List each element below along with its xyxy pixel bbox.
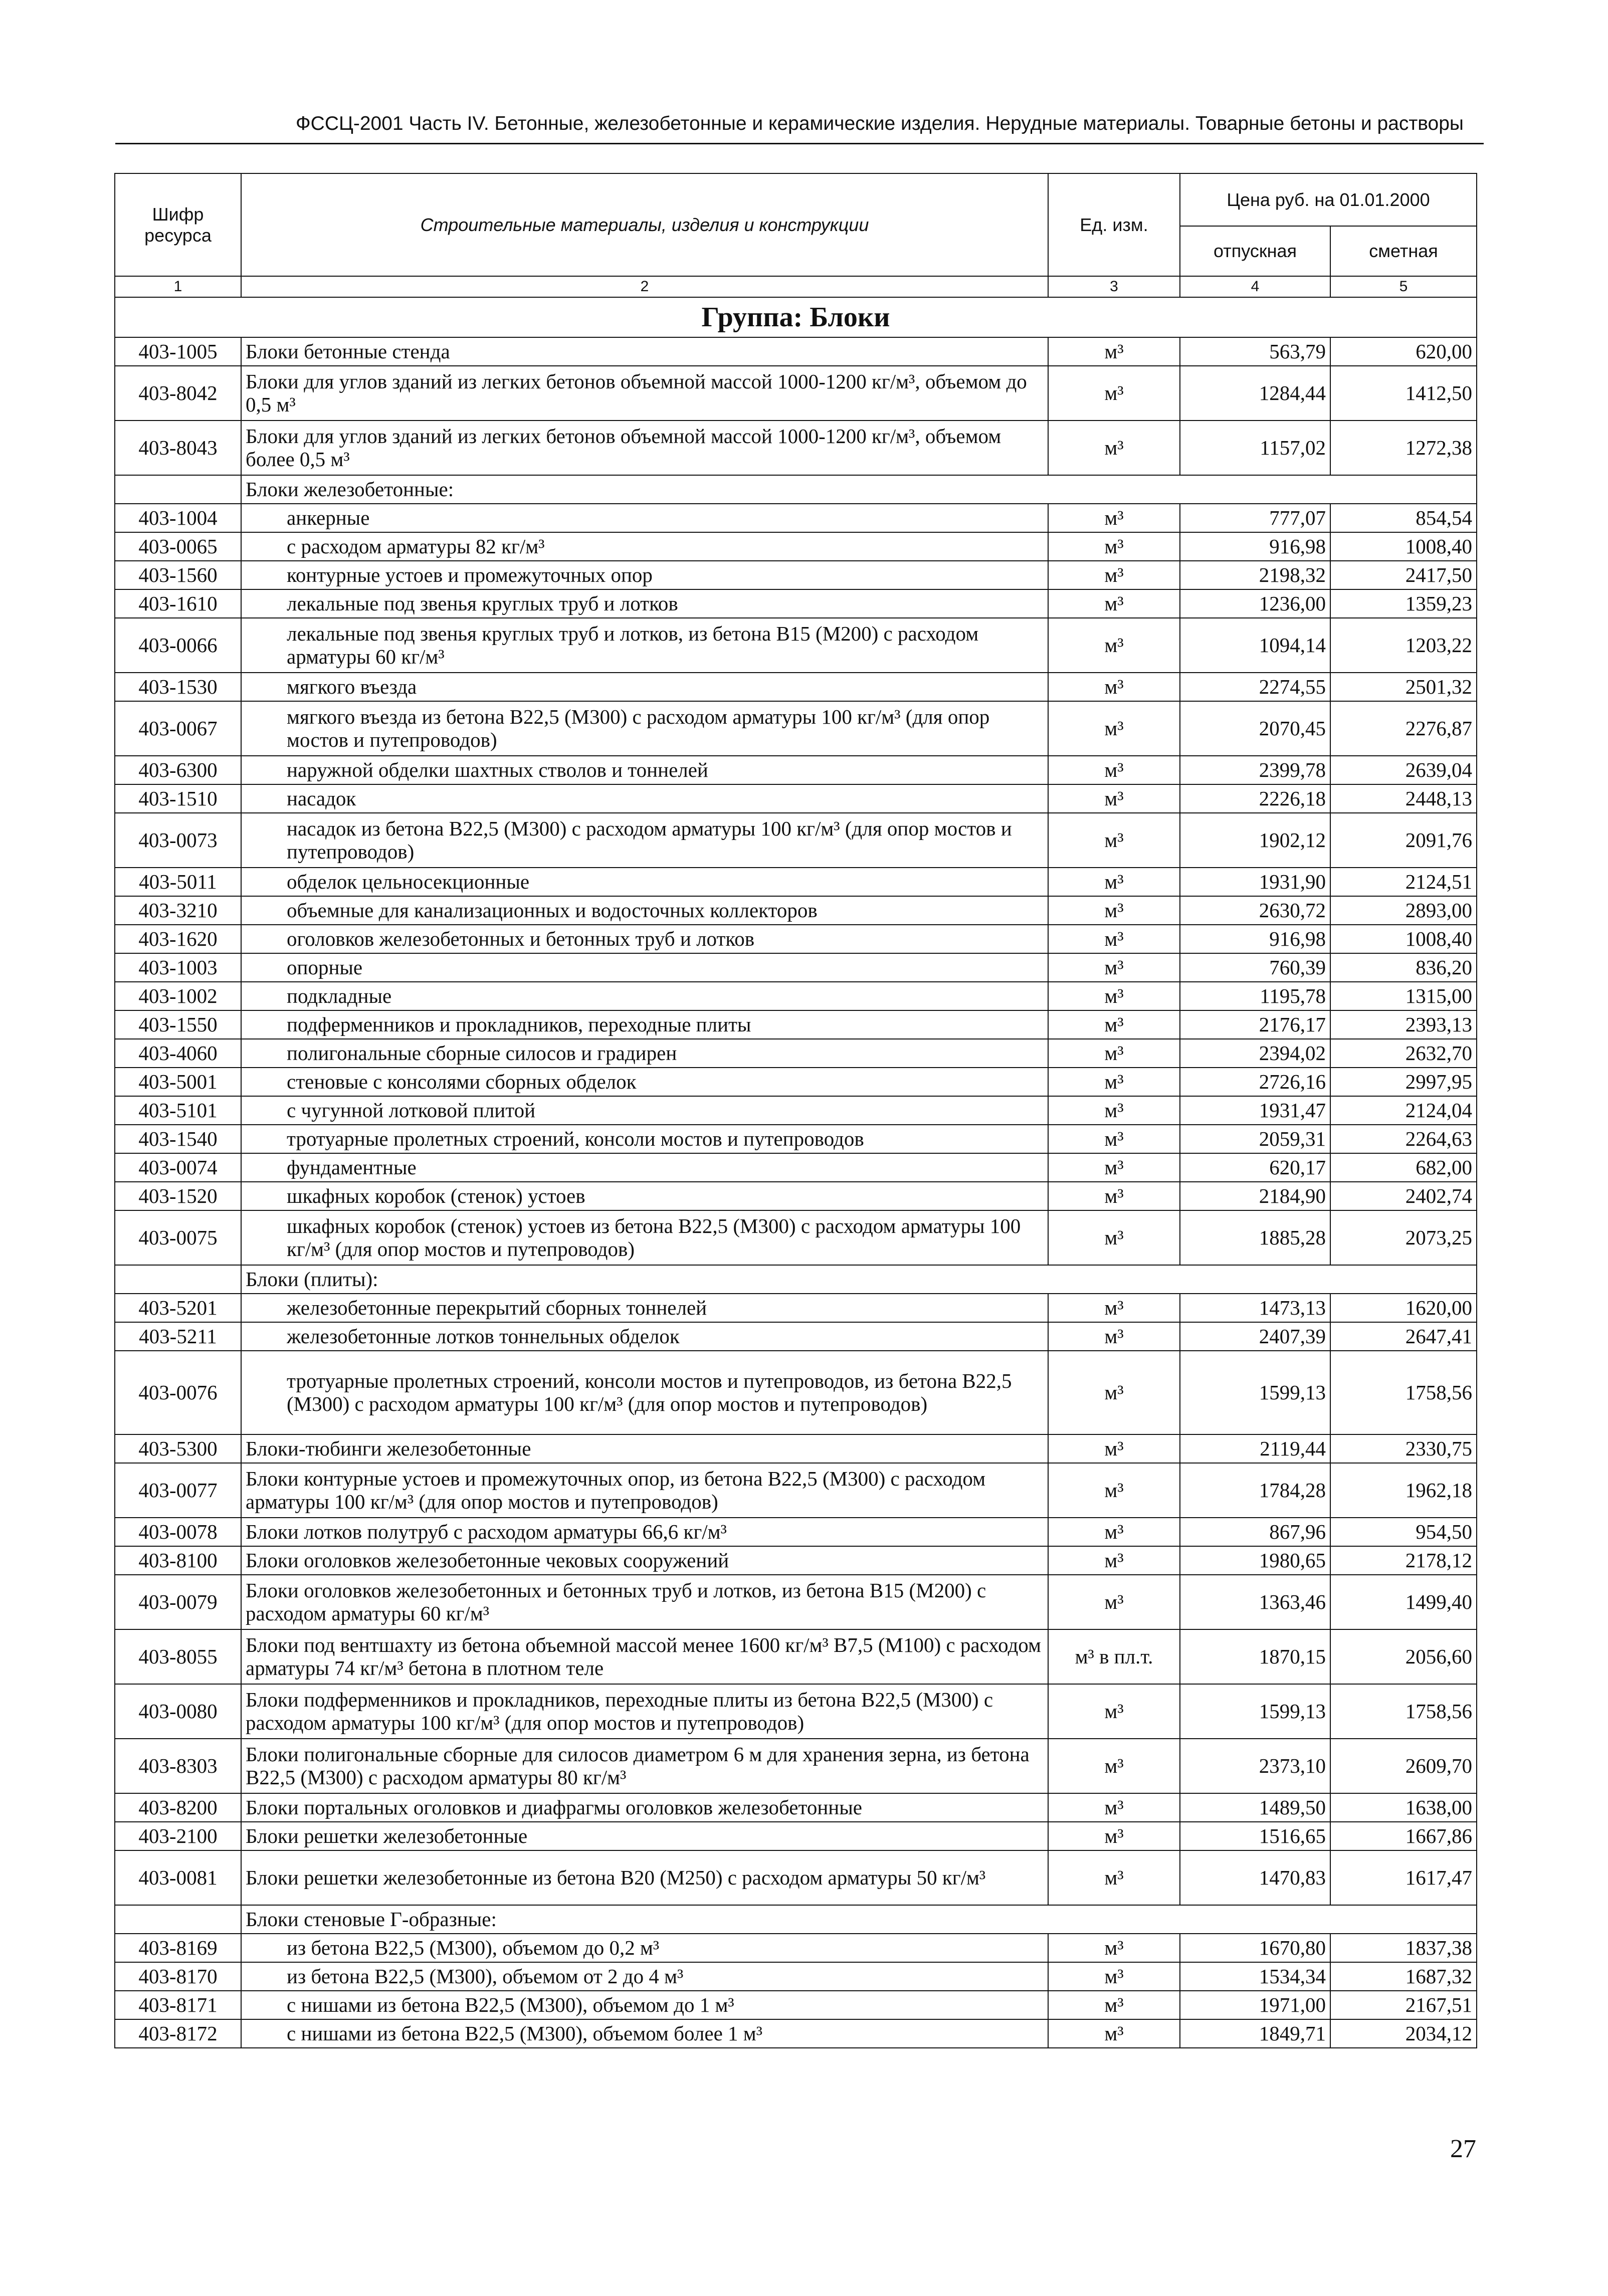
- release-price-cell: 1599,13: [1180, 1684, 1330, 1739]
- table-row: [115, 421, 1477, 475]
- header-price: Цена руб. на 01.01.2000: [1180, 173, 1477, 226]
- release-price-cell: 2274,55: [1180, 673, 1330, 701]
- code-cell: 403-8200: [115, 1793, 241, 1822]
- name-cell: Блоки полигональные сборные для силосов диаметром 6 м для хранения зерна, из бетона В22,5 (М300) с расходом арматуры 80 кг/м³: [241, 1739, 1048, 1793]
- section-code-cell: [115, 475, 241, 504]
- unit-cell: м³: [1048, 618, 1180, 673]
- name-cell: Блоки для углов зданий из легких бетонов объемной массой 1000-1200 кг/м³, объемом более 0,5 м³: [241, 421, 1048, 475]
- table-row: [115, 337, 1477, 366]
- release-price-cell: 563,79: [1180, 337, 1330, 366]
- name-cell: из бетона В22,5 (М300), объемом от 2 до 4 м³: [241, 1962, 1048, 1991]
- estimate-price-cell: 2997,95: [1330, 1068, 1477, 1096]
- estimate-price-cell: 2091,76: [1330, 813, 1477, 868]
- table-row: [115, 1822, 1477, 1850]
- release-price-cell: 1534,34: [1180, 1962, 1330, 1991]
- release-price-cell: 1902,12: [1180, 813, 1330, 868]
- name-cell: Блоки под вентшахту из бетона объемной массой менее 1600 кг/м³ В7,5 (М100) с расходом арматуры 74 кг/м³ бетона в плотном теле: [241, 1629, 1048, 1684]
- unit-cell: м³: [1048, 813, 1180, 868]
- unit-cell: м³: [1048, 337, 1180, 366]
- name-cell: оголовков железобетонных и бетонных труб и лотков: [241, 925, 1048, 953]
- name-cell: лекальные под звенья круглых труб и лотков, из бетона В15 (М200) с расходом арматуры 60 кг/м³: [241, 618, 1048, 673]
- unit-cell: м³: [1048, 1351, 1180, 1434]
- unit-cell: м³: [1048, 504, 1180, 532]
- name-cell: подкладные: [241, 982, 1048, 1010]
- estimate-price-cell: 620,00: [1330, 337, 1477, 366]
- estimate-price-cell: 2639,04: [1330, 756, 1477, 784]
- table-row: [115, 1096, 1477, 1125]
- code-cell: 403-8042: [115, 366, 241, 421]
- name-cell: Блоки портальных оголовков и диафрагмы оголовков железобетонные: [241, 1793, 1048, 1822]
- table-row: [115, 953, 1477, 982]
- release-price-cell: 1885,28: [1180, 1210, 1330, 1265]
- estimate-price-cell: 2276,87: [1330, 701, 1477, 756]
- code-cell: 403-0081: [115, 1850, 241, 1905]
- table-row: [115, 561, 1477, 589]
- name-cell: лекальные под звенья круглых труб и лотков: [241, 589, 1048, 618]
- name-cell: железобетонные перекрытий сборных тоннелей: [241, 1294, 1048, 1322]
- release-price-cell: 2059,31: [1180, 1125, 1330, 1153]
- name-cell: фундаментные: [241, 1153, 1048, 1182]
- code-cell: 403-1620: [115, 925, 241, 953]
- estimate-price-cell: 1620,00: [1330, 1294, 1477, 1322]
- unit-cell: м³: [1048, 589, 1180, 618]
- release-price-cell: 1157,02: [1180, 421, 1330, 475]
- column-number: 4: [1180, 276, 1330, 297]
- code-cell: 403-4060: [115, 1039, 241, 1068]
- unit-cell: м³: [1048, 1125, 1180, 1153]
- code-cell: 403-8171: [115, 1991, 241, 2019]
- estimate-price-cell: 2448,13: [1330, 784, 1477, 813]
- unit-cell: м³: [1048, 1096, 1180, 1125]
- estimate-price-cell: 954,50: [1330, 1518, 1477, 1546]
- release-price-cell: 1599,13: [1180, 1351, 1330, 1434]
- estimate-price-cell: 1638,00: [1330, 1793, 1477, 1822]
- release-price-cell: 2198,32: [1180, 561, 1330, 589]
- section-code-cell: [115, 1905, 241, 1934]
- code-cell: 403-0078: [115, 1518, 241, 1546]
- estimate-price-cell: 2264,63: [1330, 1125, 1477, 1153]
- code-cell: 403-5011: [115, 868, 241, 896]
- table-row: [115, 1010, 1477, 1039]
- name-cell: с нишами из бетона В22,5 (М300), объемом до 1 м³: [241, 1991, 1048, 2019]
- name-cell: мягкого въезда: [241, 673, 1048, 701]
- name-cell: тротуарные пролетных строений, консоли мостов и путепроводов: [241, 1125, 1048, 1153]
- estimate-price-cell: 2393,13: [1330, 1010, 1477, 1039]
- name-cell: мягкого въезда из бетона В22,5 (М300) с расходом арматуры 100 кг/м³ (для опор мостов и путепроводов): [241, 701, 1048, 756]
- section-row: [115, 1905, 1477, 1934]
- section-code-cell: [115, 1265, 241, 1294]
- estimate-price-cell: 2609,70: [1330, 1739, 1477, 1793]
- release-price-cell: 1195,78: [1180, 982, 1330, 1010]
- release-price-cell: 1470,83: [1180, 1850, 1330, 1905]
- unit-cell: м³: [1048, 673, 1180, 701]
- unit-cell: м³: [1048, 982, 1180, 1010]
- name-cell: Блоки оголовков железобетонных и бетонных труб и лотков, из бетона В15 (М200) с расходом арматуры 60 кг/м³: [241, 1575, 1048, 1629]
- unit-cell: м³: [1048, 1991, 1180, 2019]
- name-cell: Блоки решетки железобетонные: [241, 1822, 1048, 1850]
- table-row: [115, 2019, 1477, 2048]
- code-cell: 403-1530: [115, 673, 241, 701]
- table-row: [115, 756, 1477, 784]
- code-cell: 403-2100: [115, 1822, 241, 1850]
- name-cell: наружной обделки шахтных стволов и тоннелей: [241, 756, 1048, 784]
- code-cell: 403-8055: [115, 1629, 241, 1684]
- table-row: [115, 701, 1477, 756]
- unit-cell: м³: [1048, 1463, 1180, 1518]
- unit-cell: м³: [1048, 561, 1180, 589]
- name-cell: контурные устоев и промежуточных опор: [241, 561, 1048, 589]
- estimate-price-cell: 1359,23: [1330, 589, 1477, 618]
- name-cell: железобетонные лотков тоннельных обделок: [241, 1322, 1048, 1351]
- name-cell: Блоки для углов зданий из легких бетонов объемной массой 1000-1200 кг/м³, объемом до 0,5 м³: [241, 366, 1048, 421]
- estimate-price-cell: 2402,74: [1330, 1182, 1477, 1210]
- release-price-cell: 1473,13: [1180, 1294, 1330, 1322]
- header-release-price: отпускная: [1180, 226, 1330, 276]
- code-cell: 403-0075: [115, 1210, 241, 1265]
- unit-cell: м³: [1048, 1739, 1180, 1793]
- estimate-price-cell: 1617,47: [1330, 1850, 1477, 1905]
- header-rule: [115, 143, 1484, 144]
- name-cell: опорные: [241, 953, 1048, 982]
- unit-cell: м³: [1048, 1322, 1180, 1351]
- name-cell: обделок цельносекционные: [241, 868, 1048, 896]
- release-price-cell: 2399,78: [1180, 756, 1330, 784]
- unit-cell: м³: [1048, 1210, 1180, 1265]
- release-price-cell: 1870,15: [1180, 1629, 1330, 1684]
- table-row: [115, 1793, 1477, 1822]
- code-cell: 403-1560: [115, 561, 241, 589]
- unit-cell: м³: [1048, 925, 1180, 953]
- code-cell: 403-0080: [115, 1684, 241, 1739]
- unit-cell: м³: [1048, 1010, 1180, 1039]
- column-number-row: [115, 276, 1477, 297]
- name-cell: насадок из бетона В22,5 (М300) с расходом арматуры 100 кг/м³ (для опор мостов и путепроводов): [241, 813, 1048, 868]
- code-cell: 403-1003: [115, 953, 241, 982]
- code-cell: 403-8100: [115, 1546, 241, 1575]
- table-row: [115, 868, 1477, 896]
- release-price-cell: 2184,90: [1180, 1182, 1330, 1210]
- table-row: [115, 1739, 1477, 1793]
- unit-cell: м³: [1048, 1518, 1180, 1546]
- running-header: ФССЦ-2001 Часть IV. Бетонные, железобетонные и керамические изделия. Нерудные материалы. Товарные бетоны и растворы: [296, 113, 1464, 134]
- estimate-price-cell: 1499,40: [1330, 1575, 1477, 1629]
- release-price-cell: 1784,28: [1180, 1463, 1330, 1518]
- release-price-cell: 2070,45: [1180, 701, 1330, 756]
- name-cell: подферменников и прокладников, переходные плиты: [241, 1010, 1048, 1039]
- release-price-cell: 867,96: [1180, 1518, 1330, 1546]
- name-cell: Блоки подферменников и прокладников, переходные плиты из бетона В22,5 (М300) с расходом арматуры 100 кг/м³ (для опор мостов и путепроводов): [241, 1684, 1048, 1739]
- estimate-price-cell: 2167,51: [1330, 1991, 1477, 2019]
- release-price-cell: 1971,00: [1180, 1991, 1330, 2019]
- code-cell: 403-6300: [115, 756, 241, 784]
- unit-cell: м³: [1048, 532, 1180, 561]
- table-row: [115, 1125, 1477, 1153]
- unit-cell: м³: [1048, 2019, 1180, 2048]
- table-row: [115, 1575, 1477, 1629]
- estimate-price-cell: 2330,75: [1330, 1434, 1477, 1463]
- code-cell: 403-1610: [115, 589, 241, 618]
- name-cell: анкерные: [241, 504, 1048, 532]
- table-row: [115, 925, 1477, 953]
- unit-cell: м³: [1048, 1182, 1180, 1210]
- release-price-cell: 1980,65: [1180, 1546, 1330, 1575]
- table-row: [115, 1684, 1477, 1739]
- name-cell: Блоки-тюбинги железобетонные: [241, 1434, 1048, 1463]
- release-price-cell: 2407,39: [1180, 1322, 1330, 1351]
- release-price-cell: 1094,14: [1180, 618, 1330, 673]
- unit-cell: м³: [1048, 1684, 1180, 1739]
- estimate-price-cell: 2124,04: [1330, 1096, 1477, 1125]
- estimate-price-cell: 2056,60: [1330, 1629, 1477, 1684]
- estimate-price-cell: 2647,41: [1330, 1322, 1477, 1351]
- name-cell: объемные для канализационных и водосточных коллекторов: [241, 896, 1048, 925]
- estimate-price-cell: 2178,12: [1330, 1546, 1477, 1575]
- group-row: [115, 297, 1477, 337]
- name-cell: Блоки решетки железобетонные из бетона В20 (М250) с расходом арматуры 50 кг/м³: [241, 1850, 1048, 1905]
- estimate-price-cell: 1758,56: [1330, 1684, 1477, 1739]
- column-number: 5: [1330, 276, 1477, 297]
- name-cell: насадок: [241, 784, 1048, 813]
- name-cell: шкафных коробок (стенок) устоев из бетона В22,5 (М300) с расходом арматуры 100 кг/м³ (для опор мостов и путепроводов): [241, 1210, 1048, 1265]
- estimate-price-cell: 2893,00: [1330, 896, 1477, 925]
- page-number: 27: [1450, 2135, 1476, 2163]
- unit-cell: м³ в пл.т.: [1048, 1629, 1180, 1684]
- estimate-price-cell: 1837,38: [1330, 1934, 1477, 1962]
- table-row: [115, 813, 1477, 868]
- estimate-price-cell: 836,20: [1330, 953, 1477, 982]
- name-cell: с расходом арматуры 82 кг/м³: [241, 532, 1048, 561]
- code-cell: 403-8170: [115, 1962, 241, 1991]
- code-cell: 403-8169: [115, 1934, 241, 1962]
- release-price-cell: 620,17: [1180, 1153, 1330, 1182]
- estimate-price-cell: 2124,51: [1330, 868, 1477, 896]
- table-row: [115, 1068, 1477, 1096]
- table-row: [115, 1546, 1477, 1575]
- name-cell: Блоки контурные устоев и промежуточных опор, из бетона В22,5 (М300) с расходом арматуры 100 кг/м³ (для опор мостов и путепроводов): [241, 1463, 1048, 1518]
- release-price-cell: 1236,00: [1180, 589, 1330, 618]
- unit-cell: м³: [1048, 953, 1180, 982]
- release-price-cell: 2176,17: [1180, 1010, 1330, 1039]
- release-price-cell: 1516,65: [1180, 1822, 1330, 1850]
- release-price-cell: 916,98: [1180, 925, 1330, 953]
- code-cell: 403-0065: [115, 532, 241, 561]
- estimate-price-cell: 2501,32: [1330, 673, 1477, 701]
- release-price-cell: 1931,90: [1180, 868, 1330, 896]
- name-cell: из бетона В22,5 (М300), объемом до 0,2 м³: [241, 1934, 1048, 1962]
- code-cell: 403-0074: [115, 1153, 241, 1182]
- table-row: [115, 589, 1477, 618]
- column-number: 3: [1048, 276, 1180, 297]
- estimate-price-cell: 1962,18: [1330, 1463, 1477, 1518]
- table-row: [115, 896, 1477, 925]
- unit-cell: м³: [1048, 1793, 1180, 1822]
- unit-cell: м³: [1048, 366, 1180, 421]
- release-price-cell: 2226,18: [1180, 784, 1330, 813]
- unit-cell: м³: [1048, 421, 1180, 475]
- estimate-price-cell: 1203,22: [1330, 618, 1477, 673]
- code-cell: 403-8172: [115, 2019, 241, 2048]
- table-row: [115, 1210, 1477, 1265]
- unit-cell: м³: [1048, 784, 1180, 813]
- table-row: [115, 982, 1477, 1010]
- estimate-price-cell: 2632,70: [1330, 1039, 1477, 1068]
- code-cell: 403-1550: [115, 1010, 241, 1039]
- release-price-cell: 1931,47: [1180, 1096, 1330, 1125]
- table-row: [115, 1962, 1477, 1991]
- code-cell: 403-0076: [115, 1351, 241, 1434]
- unit-cell: м³: [1048, 756, 1180, 784]
- unit-cell: м³: [1048, 1546, 1180, 1575]
- code-cell: 403-0077: [115, 1463, 241, 1518]
- release-price-cell: 1670,80: [1180, 1934, 1330, 1962]
- table-row: [115, 1850, 1477, 1905]
- unit-cell: м³: [1048, 1934, 1180, 1962]
- price-table: [114, 173, 1477, 2048]
- unit-cell: м³: [1048, 868, 1180, 896]
- name-cell: с нишами из бетона В22,5 (М300), объемом более 1 м³: [241, 2019, 1048, 2048]
- header-estimate-price: сметная: [1330, 226, 1477, 276]
- unit-cell: м³: [1048, 1850, 1180, 1905]
- code-cell: 403-5201: [115, 1294, 241, 1322]
- code-cell: 403-1510: [115, 784, 241, 813]
- release-price-cell: 2394,02: [1180, 1039, 1330, 1068]
- estimate-price-cell: 1412,50: [1330, 366, 1477, 421]
- release-price-cell: 2630,72: [1180, 896, 1330, 925]
- code-cell: 403-1005: [115, 337, 241, 366]
- unit-cell: м³: [1048, 1434, 1180, 1463]
- table-row: [115, 504, 1477, 532]
- table-body: [115, 276, 1477, 2048]
- table-row: [115, 1518, 1477, 1546]
- column-number: 1: [115, 276, 241, 297]
- release-price-cell: 1849,71: [1180, 2019, 1330, 2048]
- table-row: [115, 1182, 1477, 1210]
- release-price-cell: 916,98: [1180, 532, 1330, 561]
- code-cell: 403-0067: [115, 701, 241, 756]
- table-row: [115, 1934, 1477, 1962]
- header-unit: Ед. изм.: [1048, 173, 1180, 276]
- table-row: [115, 1153, 1477, 1182]
- code-cell: 403-1002: [115, 982, 241, 1010]
- section-title: Блоки железобетонные:: [241, 475, 1477, 504]
- table-row: [115, 1629, 1477, 1684]
- estimate-price-cell: 1758,56: [1330, 1351, 1477, 1434]
- release-price-cell: 777,07: [1180, 504, 1330, 532]
- unit-cell: м³: [1048, 1068, 1180, 1096]
- code-cell: 403-0079: [115, 1575, 241, 1629]
- name-cell: Блоки бетонные стенда: [241, 337, 1048, 366]
- group-title: Группа: Блоки: [115, 297, 1477, 337]
- estimate-price-cell: 1667,86: [1330, 1822, 1477, 1850]
- estimate-price-cell: 1008,40: [1330, 925, 1477, 953]
- table-row: [115, 1322, 1477, 1351]
- name-cell: с чугунной лотковой плитой: [241, 1096, 1048, 1125]
- estimate-price-cell: 682,00: [1330, 1153, 1477, 1182]
- code-cell: 403-1004: [115, 504, 241, 532]
- section-row: [115, 1265, 1477, 1294]
- estimate-price-cell: 1687,32: [1330, 1962, 1477, 1991]
- table-row: [115, 1294, 1477, 1322]
- header-code: Шифр ресурса: [115, 173, 241, 276]
- release-price-cell: 1284,44: [1180, 366, 1330, 421]
- name-cell: полигональные сборные силосов и градирен: [241, 1039, 1048, 1068]
- release-price-cell: 2726,16: [1180, 1068, 1330, 1096]
- code-cell: 403-3210: [115, 896, 241, 925]
- estimate-price-cell: 2073,25: [1330, 1210, 1477, 1265]
- name-cell: шкафных коробок (стенок) устоев: [241, 1182, 1048, 1210]
- estimate-price-cell: 2034,12: [1330, 2019, 1477, 2048]
- code-cell: 403-1520: [115, 1182, 241, 1210]
- release-price-cell: 2119,44: [1180, 1434, 1330, 1463]
- unit-cell: м³: [1048, 1153, 1180, 1182]
- table-row: [115, 366, 1477, 421]
- unit-cell: м³: [1048, 1039, 1180, 1068]
- code-cell: 403-5300: [115, 1434, 241, 1463]
- estimate-price-cell: 2417,50: [1330, 561, 1477, 589]
- section-title: Блоки (плиты):: [241, 1265, 1477, 1294]
- release-price-cell: 760,39: [1180, 953, 1330, 982]
- code-cell: 403-8043: [115, 421, 241, 475]
- name-cell: тротуарные пролетных строений, консоли мостов и путепроводов, из бетона В22,5 (М300) с расходом арматуры 100 кг/м³ (для опор мостов и путепроводов): [241, 1351, 1048, 1434]
- name-cell: стеновые с консолями сборных обделок: [241, 1068, 1048, 1096]
- unit-cell: м³: [1048, 1822, 1180, 1850]
- table-row: [115, 532, 1477, 561]
- release-price-cell: 1363,46: [1180, 1575, 1330, 1629]
- estimate-price-cell: 1315,00: [1330, 982, 1477, 1010]
- table-row: [115, 1039, 1477, 1068]
- table-row: [115, 618, 1477, 673]
- estimate-price-cell: 854,54: [1330, 504, 1477, 532]
- unit-cell: м³: [1048, 701, 1180, 756]
- table-row: [115, 1991, 1477, 2019]
- table-row: [115, 673, 1477, 701]
- name-cell: Блоки оголовков железобетонные чековых сооружений: [241, 1546, 1048, 1575]
- code-cell: 403-5211: [115, 1322, 241, 1351]
- code-cell: 403-0066: [115, 618, 241, 673]
- table-row: [115, 784, 1477, 813]
- section-title: Блоки стеновые Г-образные:: [241, 1905, 1477, 1934]
- unit-cell: м³: [1048, 1294, 1180, 1322]
- code-cell: 403-1540: [115, 1125, 241, 1153]
- unit-cell: м³: [1048, 1962, 1180, 1991]
- name-cell: Блоки лотков полутруб с расходом арматуры 66,6 кг/м³: [241, 1518, 1048, 1546]
- code-cell: 403-5101: [115, 1096, 241, 1125]
- estimate-price-cell: 1008,40: [1330, 532, 1477, 561]
- table-row: [115, 1351, 1477, 1434]
- table-row: [115, 1434, 1477, 1463]
- section-row: [115, 475, 1477, 504]
- unit-cell: м³: [1048, 1575, 1180, 1629]
- unit-cell: м³: [1048, 896, 1180, 925]
- code-cell: 403-5001: [115, 1068, 241, 1096]
- estimate-price-cell: 1272,38: [1330, 421, 1477, 475]
- release-price-cell: 2373,10: [1180, 1739, 1330, 1793]
- code-cell: 403-8303: [115, 1739, 241, 1793]
- table-row: [115, 1463, 1477, 1518]
- header-name: Строительные материалы, изделия и конструкции: [241, 173, 1048, 276]
- column-number: 2: [241, 276, 1048, 297]
- code-cell: 403-0073: [115, 813, 241, 868]
- release-price-cell: 1489,50: [1180, 1793, 1330, 1822]
